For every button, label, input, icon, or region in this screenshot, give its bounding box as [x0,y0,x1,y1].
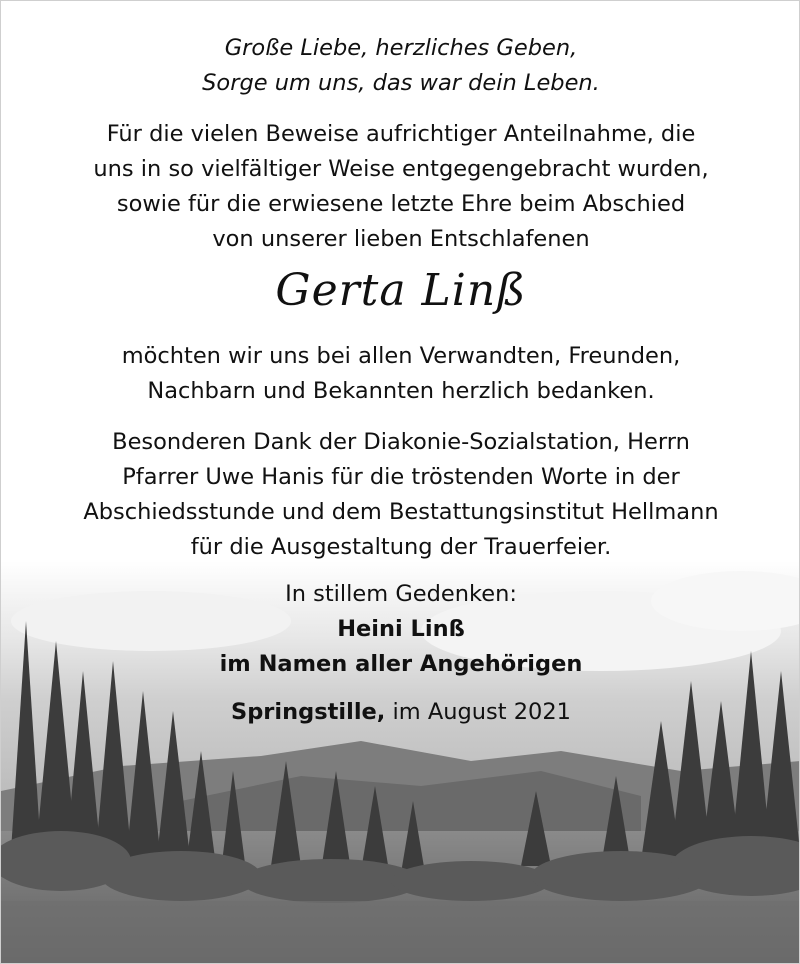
signatory-name: Heini Linß [337,616,465,642]
thanks-intro-line-1: Für die vielen Beweise aufrichtiger Anteilnahme, die [106,121,696,147]
motto-line-1: Große Liebe, herzliches Geben, [224,35,578,61]
thanks-body-line-1: möchten wir uns bei allen Verwandten, Freunden, [121,343,681,369]
thanks-intro-line-4: von unserer lieben Entschlafenen [212,226,590,252]
on-behalf-text: im Namen aller Angehörigen [219,651,583,677]
special-thanks-line-1: Besonderen Dank der Diakonie-Sozialstation, Herrn [112,429,690,455]
thanks-intro-line-2: uns in so vielfältiger Weise entgegengebracht wurden, [93,156,709,182]
special-thanks-line-3: Abschiedsstunde und dem Bestattungsinstitut Hellmann [83,499,719,525]
deceased-name: Gerta Linß [275,265,527,316]
date-text: im August 2021 [392,699,571,725]
remembrance-text: In stillem Gedenken: [285,581,517,607]
thanks-intro-line-3: sowie für die erwiesene letzte Ehre beim Abschied [116,191,686,217]
special-thanks-line-4: für die Ausgestaltung der Trauerfeier. [190,534,612,560]
motto-line-2: Sorge um uns, das war dein Leben. [202,70,600,96]
place-name: Springstille, [231,699,386,725]
place-date [1,699,800,725]
thanks-body-line-2: Nachbarn und Bekannten herzlich bedanken. [147,378,655,404]
special-thanks-line-2: Pfarrer Uwe Hanis für die tröstenden Worte in der [122,464,680,490]
